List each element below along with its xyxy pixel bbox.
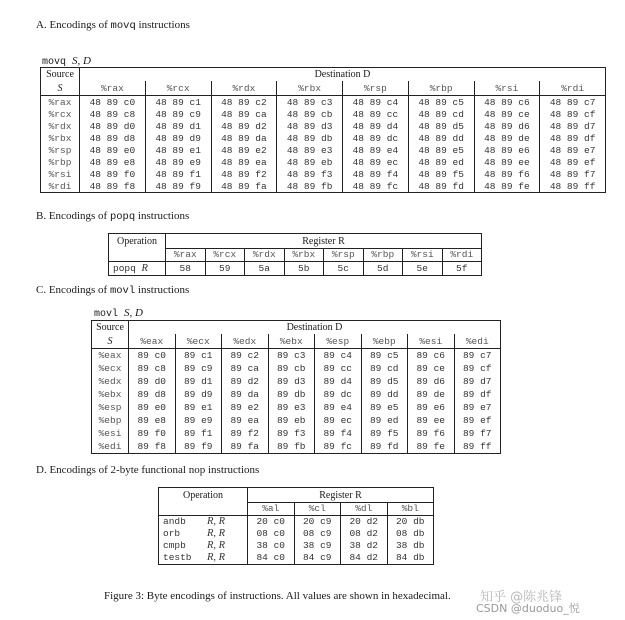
- table-row: [92, 440, 501, 454]
- encoding-cell: 89 ef: [462, 415, 492, 426]
- popq-op: popq: [113, 262, 136, 274]
- operation-cell: [159, 515, 248, 528]
- encoding-cell: 84 c0: [248, 552, 295, 565]
- encoding-cell: 48 89 dd: [408, 132, 474, 144]
- encoding-cell: 89 ff: [462, 441, 492, 452]
- source-register: %rdi: [41, 180, 80, 193]
- section-c-cmd-args: S, D: [124, 307, 143, 319]
- encoding-cell: 48 89 cd: [408, 108, 474, 120]
- source-register: %esi: [92, 427, 129, 440]
- figure-caption: Figure 3: Byte encodings of instructions. All values are shown in hexadecimal.: [104, 590, 451, 602]
- csdn-watermark: CSDN @duoduo_悦: [476, 602, 580, 615]
- encoding-cell: 84 c9: [294, 552, 341, 565]
- encoding-cell: 89 fe: [408, 440, 455, 454]
- source-register: %rdx: [41, 120, 80, 132]
- register-header: %rcx: [205, 249, 245, 262]
- register-header: %rdx: [245, 249, 285, 262]
- encoding-cell: 48 89 d2: [211, 120, 277, 132]
- operation-mnemonic: testb: [163, 552, 192, 563]
- destination-label-c: Destination D: [286, 322, 343, 333]
- encoding-cell: 89 cd: [361, 362, 408, 375]
- encoding-cell: 48 89 e1: [145, 144, 211, 156]
- encoding-cell: 48 89 c4: [343, 96, 409, 109]
- dest-header: %ebx: [268, 334, 315, 349]
- encoding-cell: 89 f1: [175, 427, 222, 440]
- section-c-command: [94, 307, 143, 320]
- encoding-cell: 48 89 fb: [277, 180, 343, 193]
- zhihu-watermark: 知乎 @陈兆锋: [480, 590, 563, 605]
- encoding-cell: 20 c9: [294, 515, 341, 528]
- encoding-cell: 89 d3: [268, 375, 315, 388]
- encoding-cell: 48 89 fd: [408, 180, 474, 193]
- encoding-cell: 89 c8: [129, 362, 176, 375]
- encoding-cell: 84 d2: [341, 552, 388, 565]
- table-row: [41, 168, 606, 180]
- encoding-cell: 48 89 db: [277, 132, 343, 144]
- encoding-cell: 48 89 d9: [145, 132, 211, 144]
- operation-mnemonic: orb: [163, 528, 181, 539]
- encoding-cell: 38 c0: [248, 540, 295, 552]
- dest-header: %rax: [80, 81, 146, 96]
- encoding-cell: 48 89 d7: [549, 120, 596, 132]
- encoding-cell: 89 c0: [129, 349, 176, 363]
- popq-arg: R: [141, 262, 148, 274]
- operation-args: R, R: [207, 516, 226, 527]
- section-c-title: [36, 284, 189, 297]
- encoding-cell: 48 89 e2: [211, 144, 277, 156]
- encoding-cell: 48 89 f2: [211, 168, 277, 180]
- section-c-title-code: movl: [109, 285, 136, 297]
- encoding-cell: 89 f7: [462, 428, 492, 439]
- encoding-cell: 48 89 f5: [408, 168, 474, 180]
- source-register: %rsi: [41, 168, 80, 180]
- encoding-cell: 89 f9: [175, 440, 222, 454]
- source-register: %edi: [92, 440, 129, 454]
- section-b-title-prefix: B. Encodings of: [36, 210, 110, 222]
- dest-header: %edi: [454, 334, 501, 349]
- encoding-cell: 89 dd: [361, 388, 408, 401]
- operation-mnemonic: cmpb: [163, 540, 186, 551]
- encoding-cell: 48 89 cf: [549, 108, 596, 120]
- operation-blank-d: [159, 503, 248, 516]
- encoding-cell: 48 89 f9: [145, 180, 211, 193]
- popq-op-cell: [109, 261, 166, 275]
- encoding-cell: 89 f5: [361, 427, 408, 440]
- encoding-cell: 89 c5: [361, 349, 408, 363]
- encoding-cell: 48 89 f6: [474, 168, 540, 180]
- source-register: %ebx: [92, 388, 129, 401]
- nop-encoding-table: [158, 487, 434, 565]
- encoding-cell: 48 89 d3: [277, 120, 343, 132]
- table-row: [41, 96, 606, 109]
- dest-header: %rsp: [343, 81, 409, 96]
- encoding-cell: 89 c3: [268, 349, 315, 363]
- encoding-cell: 48 89 f4: [343, 168, 409, 180]
- encoding-cell: 89 c7: [462, 350, 492, 361]
- encoding-cell: 89 cc: [315, 362, 362, 375]
- dest-header: %rsi: [474, 81, 540, 96]
- register-header: %rbx: [284, 249, 324, 262]
- table-row: [41, 156, 606, 168]
- operation-cell: [159, 540, 248, 552]
- encoding-cell: 89 ed: [361, 414, 408, 427]
- operation-args: R, R: [207, 540, 226, 551]
- encoding-cell: 08 db: [395, 528, 425, 539]
- encoding-cell: 48 89 ee: [474, 156, 540, 168]
- source-var: S: [41, 81, 80, 96]
- source-label: Source: [41, 68, 80, 82]
- encoding-cell: 89 d0: [129, 375, 176, 388]
- encoding-cell: 08 c0: [248, 528, 295, 540]
- encoding-cell: 89 ca: [222, 362, 269, 375]
- encoding-cell: 48 89 e0: [80, 144, 146, 156]
- encoding-cell: 48 89 cc: [343, 108, 409, 120]
- table-row: [159, 552, 434, 565]
- encoding-cell: 89 ec: [315, 414, 362, 427]
- encoding-cell: 48 89 ca: [211, 108, 277, 120]
- encoding-cell: 08 c9: [294, 528, 341, 540]
- section-c-cmd: movl: [94, 309, 119, 320]
- dest-header: %eax: [129, 334, 176, 349]
- encoding-cell: 89 cb: [268, 362, 315, 375]
- source-label-c: Source: [92, 321, 129, 335]
- table-row: [92, 349, 501, 363]
- encoding-cell: 48 89 ef: [549, 156, 596, 168]
- table-row: [92, 388, 501, 401]
- encoding-cell: 89 f4: [315, 427, 362, 440]
- encoding-cell: 48 89 d0: [80, 120, 146, 132]
- encoding-cell: 48 89 e4: [343, 144, 409, 156]
- section-a-title-code: movq: [110, 20, 136, 32]
- section-a-cmd: movq: [42, 57, 67, 68]
- encoding-cell: 48 89 dc: [343, 132, 409, 144]
- encoding-cell: 89 de: [408, 388, 455, 401]
- source-register: %rax: [41, 96, 80, 109]
- table-row: [159, 528, 434, 540]
- encoding-cell: 48 89 cb: [277, 108, 343, 120]
- encoding-cell: 48 89 c0: [80, 96, 146, 109]
- table-row: [41, 180, 606, 193]
- encoding-cell: 89 eb: [268, 414, 315, 427]
- source-register: %esp: [92, 401, 129, 414]
- encoding-cell: 48 89 de: [474, 132, 540, 144]
- encoding-cell: 89 e3: [268, 401, 315, 414]
- table-row: [92, 362, 501, 375]
- encoding-cell: 48 89 f8: [80, 180, 146, 193]
- encoding-cell: 89 fc: [315, 440, 362, 454]
- source-register: %edx: [92, 375, 129, 388]
- table-row: [92, 427, 501, 440]
- encoding-cell: 89 ce: [408, 362, 455, 375]
- encoding-cell: 84 db: [395, 552, 425, 563]
- dest-header: %ebp: [361, 334, 408, 349]
- encoding-cell: 48 89 da: [211, 132, 277, 144]
- encoding-cell: 48 89 d1: [145, 120, 211, 132]
- destination-label: [80, 68, 606, 82]
- operation-cell: [159, 552, 248, 565]
- encoding-cell: 48 89 c5: [408, 96, 474, 109]
- source-register: %rsp: [41, 144, 80, 156]
- register-label: Register R: [166, 234, 482, 249]
- section-a-cmd-args: S, D: [72, 55, 91, 67]
- encoding-cell: 89 d8: [129, 388, 176, 401]
- encoding-cell: 89 fa: [222, 440, 269, 454]
- encoding-cell: 58: [166, 261, 206, 275]
- dest-header: %rdx: [211, 81, 277, 96]
- operation-args: R, R: [207, 528, 226, 539]
- dest-header: %rbx: [277, 81, 343, 96]
- encoding-cell: 89 e9: [175, 414, 222, 427]
- register-header: %rax: [166, 249, 206, 262]
- section-a-title: [36, 19, 190, 32]
- encoding-cell: 48 89 eb: [277, 156, 343, 168]
- encoding-cell: 89 d4: [315, 375, 362, 388]
- dest-header: %rdi: [540, 81, 606, 96]
- section-d-title: D. Encodings of 2-byte functional nop instructions: [36, 464, 260, 476]
- encoding-cell: 5f: [456, 262, 468, 274]
- encoding-cell: 48 89 ec: [343, 156, 409, 168]
- encoding-cell: 48 89 f1: [145, 168, 211, 180]
- encoding-cell: 89 d5: [361, 375, 408, 388]
- encoding-cell: 89 c2: [222, 349, 269, 363]
- encoding-cell: 48 89 e7: [549, 144, 596, 156]
- popq-encoding-table: [108, 233, 482, 276]
- operation-mnemonic: andb: [163, 516, 186, 527]
- encoding-cell: 48 89 c9: [145, 108, 211, 120]
- encoding-cell: 89 f0: [129, 427, 176, 440]
- encoding-cell: 89 ea: [222, 414, 269, 427]
- encoding-cell: 20 c0: [248, 515, 295, 528]
- encoding-cell: 48 89 c2: [211, 96, 277, 109]
- encoding-cell: 48 89 e3: [277, 144, 343, 156]
- encoding-cell: 48 89 ce: [474, 108, 540, 120]
- encoding-cell: 48 89 ed: [408, 156, 474, 168]
- encoding-cell: 89 f3: [268, 427, 315, 440]
- encoding-cell: 89 dc: [315, 388, 362, 401]
- encoding-cell: 48 89 e6: [474, 144, 540, 156]
- dest-header: %edx: [222, 334, 269, 349]
- encoding-cell: 08 d2: [341, 528, 388, 540]
- encoding-cell: 89 e1: [175, 401, 222, 414]
- encoding-cell: 5c: [324, 261, 364, 275]
- table-row: [159, 515, 434, 528]
- source-register: %rbx: [41, 132, 80, 144]
- encoding-cell: 89 c6: [408, 349, 455, 363]
- register-header: %al: [248, 503, 295, 516]
- encoding-cell: 48 89 d6: [474, 120, 540, 132]
- table-row: [41, 120, 606, 132]
- encoding-cell: 48 89 d4: [343, 120, 409, 132]
- encoding-cell: 89 d6: [408, 375, 455, 388]
- encoding-cell: 48 89 fe: [474, 180, 540, 193]
- encoding-cell: 48 89 d5: [408, 120, 474, 132]
- encoding-cell: 48 89 c7: [549, 96, 596, 108]
- encoding-cell: 89 ee: [408, 414, 455, 427]
- dest-header: %esp: [315, 334, 362, 349]
- table-row: [92, 375, 501, 388]
- encoding-cell: 89 c4: [315, 349, 362, 363]
- encoding-cell: 48 89 c1: [145, 96, 211, 109]
- encoding-cell: 20 d2: [341, 515, 388, 528]
- dest-header: %rcx: [145, 81, 211, 96]
- source-var-c: S: [92, 334, 129, 349]
- section-a-title-suffix: instructions: [135, 19, 190, 31]
- encoding-cell: 48 89 f7: [549, 168, 596, 180]
- operation-label-d: Operation: [159, 488, 248, 503]
- section-c-title-suffix: instructions: [135, 284, 190, 296]
- operation-args: R, R: [207, 552, 226, 563]
- section-b-title-code: popq: [109, 211, 136, 223]
- encoding-cell: 89 f8: [129, 440, 176, 454]
- encoding-cell: 59: [205, 261, 245, 275]
- register-header: %dl: [341, 503, 388, 516]
- table-row: [92, 401, 501, 414]
- operation-label: Operation: [109, 234, 166, 249]
- encoding-cell: 20 db: [395, 516, 425, 527]
- encoding-cell: 89 c9: [175, 362, 222, 375]
- encoding-cell: 89 fd: [361, 440, 408, 454]
- source-register: %ebp: [92, 414, 129, 427]
- operation-cell: [159, 528, 248, 540]
- encoding-cell: 5d: [363, 261, 403, 275]
- encoding-cell: 89 c1: [175, 349, 222, 363]
- source-register: %eax: [92, 349, 129, 363]
- encoding-cell: 89 e2: [222, 401, 269, 414]
- source-register: %rcx: [41, 108, 80, 120]
- table-row: [41, 144, 606, 156]
- section-c-title-prefix: C. Encodings of: [36, 284, 110, 296]
- encoding-cell: 89 e6: [408, 401, 455, 414]
- source-register: %ecx: [92, 362, 129, 375]
- register-label-d: Register R: [248, 488, 434, 503]
- register-header: %rdi: [442, 249, 482, 262]
- operation-blank: [109, 249, 166, 262]
- encoding-cell: 48 89 fc: [343, 180, 409, 193]
- encoding-cell: 48 89 e8: [80, 156, 146, 168]
- encoding-cell: 48 89 e5: [408, 144, 474, 156]
- encoding-cell: 89 da: [222, 388, 269, 401]
- encoding-cell: 89 df: [462, 389, 492, 400]
- encoding-cell: 48 89 d8: [80, 132, 146, 144]
- encoding-cell: 89 db: [268, 388, 315, 401]
- encoding-cell: 89 cf: [462, 363, 492, 374]
- encoding-cell: 38 c9: [294, 540, 341, 552]
- dest-header: %ecx: [175, 334, 222, 349]
- encoding-cell: 5a: [245, 261, 285, 275]
- encoding-cell: 48 89 e9: [145, 156, 211, 168]
- encoding-cell: 89 d7: [462, 376, 492, 387]
- encoding-cell: 48 89 ff: [549, 180, 596, 192]
- dest-header: %esi: [408, 334, 455, 349]
- encoding-cell: 89 d9: [175, 388, 222, 401]
- encoding-cell: 89 fb: [268, 440, 315, 454]
- section-b-title-suffix: instructions: [135, 210, 190, 222]
- encoding-cell: 89 e5: [361, 401, 408, 414]
- encoding-cell: 38 db: [395, 540, 425, 551]
- table-row: [41, 108, 606, 120]
- table-row: [41, 132, 606, 144]
- encoding-cell: 48 89 fa: [211, 180, 277, 193]
- movl-encoding-table: [91, 320, 501, 454]
- register-header: %cl: [294, 503, 341, 516]
- encoding-cell: 5e: [403, 261, 443, 275]
- encoding-cell: 89 e0: [129, 401, 176, 414]
- movq-encoding-table: [40, 67, 606, 193]
- encoding-cell: 89 e8: [129, 414, 176, 427]
- register-header: %bl: [387, 503, 434, 516]
- encoding-cell: 48 89 f0: [80, 168, 146, 180]
- encoding-cell: 38 d2: [341, 540, 388, 552]
- encoding-cell: 89 e4: [315, 401, 362, 414]
- encoding-cell: 5b: [284, 261, 324, 275]
- encoding-cell: 48 89 ea: [211, 156, 277, 168]
- table-row: [92, 414, 501, 427]
- encoding-cell: 89 e7: [462, 402, 492, 413]
- destination-label-text: Destination D: [314, 69, 371, 80]
- register-header: %rsi: [403, 249, 443, 262]
- section-b-title: [36, 210, 189, 223]
- encoding-cell: 89 d1: [175, 375, 222, 388]
- encoding-cell: 48 89 f3: [277, 168, 343, 180]
- encoding-cell: 48 89 c6: [474, 96, 540, 109]
- encoding-cell: 89 f6: [408, 427, 455, 440]
- register-header: %rsp: [324, 249, 364, 262]
- register-header: %rbp: [363, 249, 403, 262]
- table-row: [159, 540, 434, 552]
- encoding-cell: 48 89 df: [549, 132, 596, 144]
- encoding-cell: 48 89 c8: [80, 108, 146, 120]
- encoding-cell: 48 89 c3: [277, 96, 343, 109]
- encoding-cell: 89 d2: [222, 375, 269, 388]
- source-register: %rbp: [41, 156, 80, 168]
- section-a-title-prefix: A. Encodings of: [36, 19, 111, 31]
- dest-header: %rbp: [408, 81, 474, 96]
- encoding-cell: 89 f2: [222, 427, 269, 440]
